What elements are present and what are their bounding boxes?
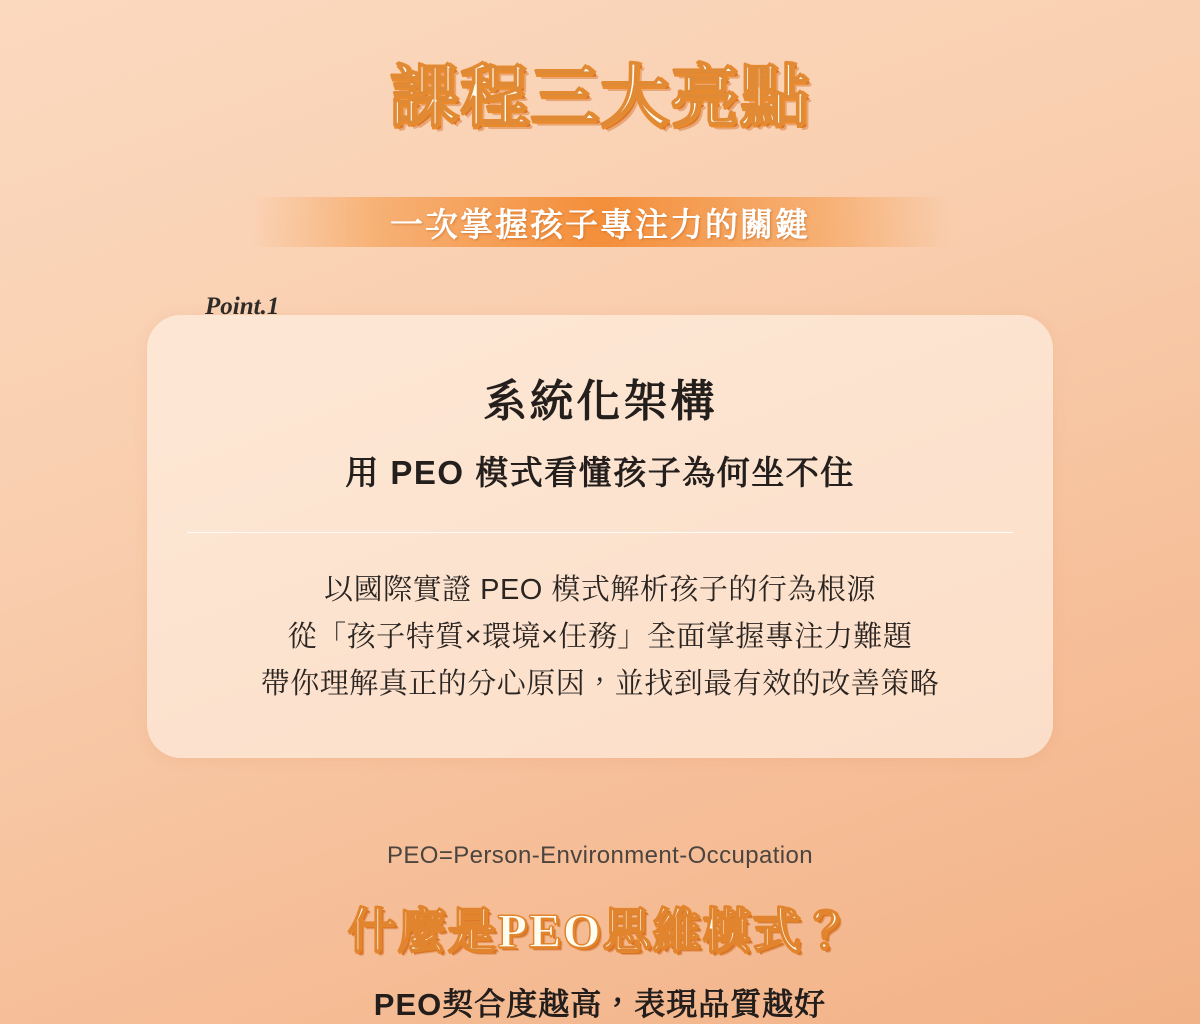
page-title: 課程三大亮點 xyxy=(389,59,810,135)
peo-section-subtitle: PEO契合度越高，表現品質越好 xyxy=(373,987,827,1022)
page-subtitle: 一次掌握孩子專注力的關鍵 xyxy=(390,207,810,244)
point-card-zone xyxy=(147,293,1053,758)
card-title: 系統化架構 xyxy=(482,377,718,427)
subtitle-banner xyxy=(250,197,950,247)
point-card xyxy=(147,315,1053,758)
card-body xyxy=(187,567,1013,708)
peo-footnote: PEO=Person-Environment-Occupation xyxy=(386,842,814,869)
card-body-line: 以國際實證 PEO 模式解析孩子的行為根源 xyxy=(324,574,876,607)
point-label: Point.1 xyxy=(205,293,280,321)
card-body-line: 從「孩子特質×環境×任務」全面掌握專注力難題 xyxy=(287,621,913,654)
card-body-line: 帶你理解真正的分心原因，並找到最有效的改善策略 xyxy=(260,668,940,701)
peo-section-title: 什麼是PEO思維模式？ xyxy=(347,905,853,958)
card-subtitle: 用 PEO 模式看懂孩子為何坐不住 xyxy=(345,454,855,492)
card-divider xyxy=(187,532,1013,533)
